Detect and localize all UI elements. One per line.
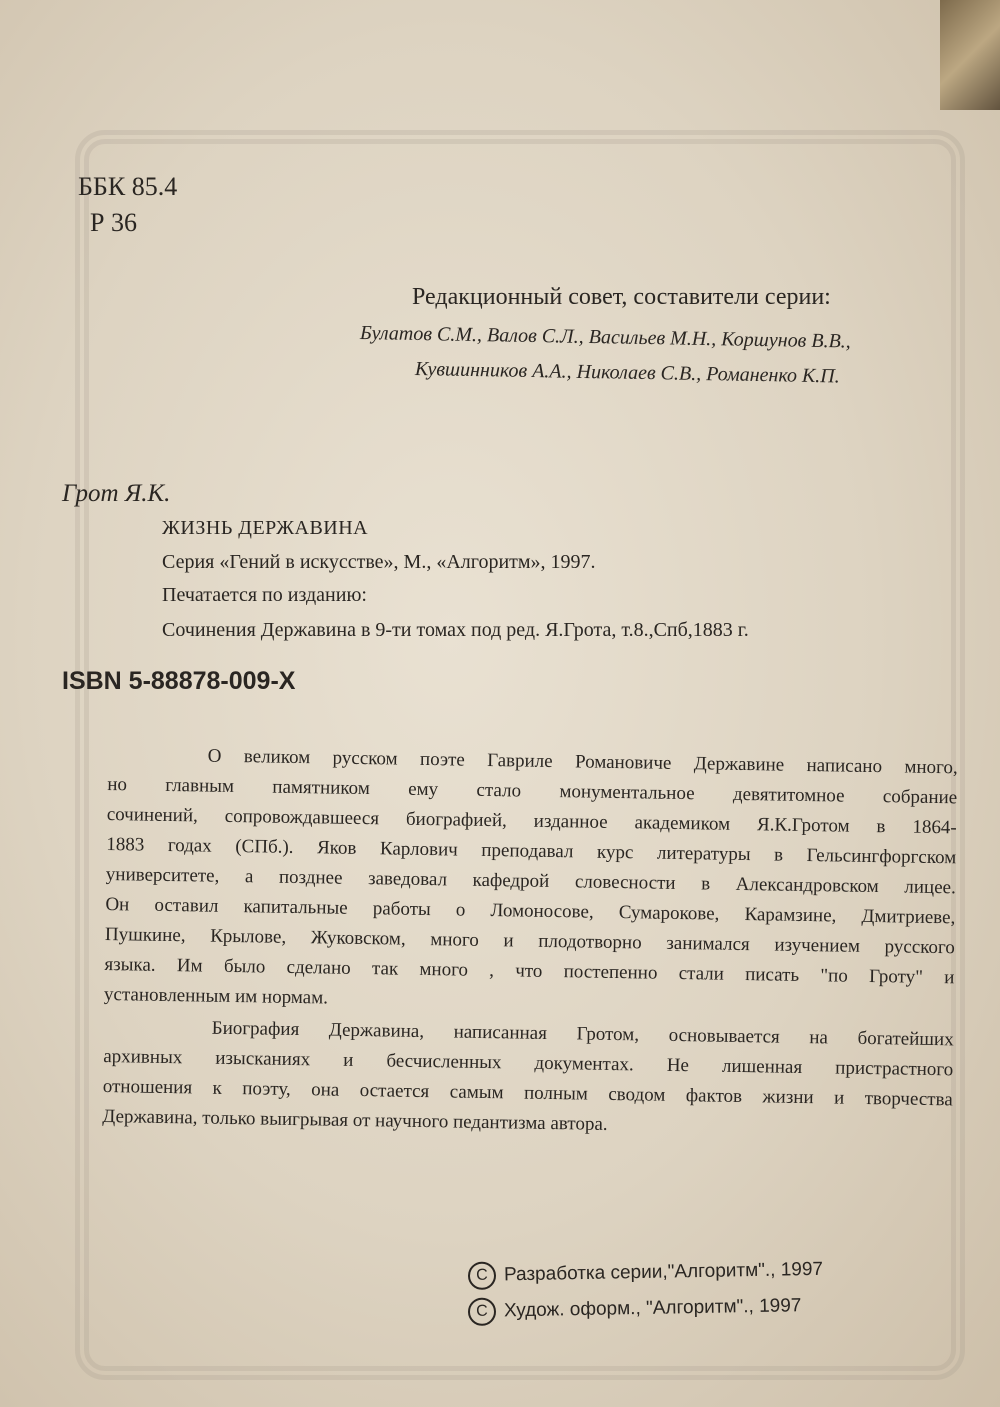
isbn-number: ISBN 5-88878-009-X <box>62 667 296 695</box>
annotation-line: языка. Им было сделано так много , что постепенно стали писать "по Гроту" и <box>104 953 955 989</box>
annotation-line: 1883 годах (СПб.). Яков Карлович преподавал курс литературы в Гельсингфоргском <box>106 833 957 869</box>
book-series: Серия «Гений в искусстве», М., «Алгоритм», 1997. <box>162 551 596 573</box>
editorial-council-title: Редакционный совет, составители серии: <box>412 284 831 310</box>
copyright-design-text: Худож. оформ., "Алгоритм"., 1997 <box>503 1295 802 1322</box>
copyright-icon: C <box>468 1262 496 1290</box>
annotation-line: архивных изысканиях и бесчисленных документах. Не лишенная пристрастного <box>103 1045 954 1081</box>
printed-from-label: Печатается по изданию: <box>162 584 367 606</box>
copyright-series-text: Разработка серии,"Алгоритм"., 1997 <box>503 1258 824 1286</box>
book-author: Грот Я.К. <box>62 480 171 507</box>
book-title: ЖИЗНЬ ДЕРЖАВИНА <box>162 517 369 539</box>
editorial-council-names-2: Кувшинников А.А., Николаев С.В., Романенко К.П. <box>414 358 840 388</box>
annotation-line: Пушкине, Крылове, Жуковском, много и плодотворно занимался изучением русского <box>104 923 956 959</box>
editorial-council-names-1: Булатов С.М., Валов С.Л., Васильев М.Н., Коршунов В.В., <box>359 322 851 353</box>
bbk-code: ББК 85.4 <box>78 172 178 201</box>
annotation-line: отношения к поэту, она остается самым полным сводом фактов жизни и творчества <box>102 1075 953 1111</box>
annotation-line: О великом русском поэте Гавриле Романовиче Державине написано много, <box>207 745 958 779</box>
annotation-line: но главным памятником ему стало монументальное девятитомное собрание <box>107 773 958 809</box>
copyright-icon: C <box>468 1298 496 1326</box>
annotation-paragraph-1 <box>104 740 958 1023</box>
annotation-line: установленным им нормам. <box>103 983 329 1009</box>
copyright-design <box>468 1292 802 1326</box>
author-code: Р 36 <box>90 208 137 237</box>
annotation-line: сочинений, сопровождавшееся биографией, изданное академиком Я.К.Гротом в 1864- <box>106 803 957 839</box>
annotation-line: университете, а позднее заведовал кафедрой словесности в Александровском лицее. <box>105 863 956 899</box>
background-fabric <box>940 0 1000 110</box>
annotation-line: Биография Державина, написанная Гротом, основывается на богатейших <box>211 1017 954 1051</box>
annotation-line: Державина, только выигрывая от научного педантизма автора. <box>102 1105 608 1135</box>
source-edition: Сочинения Державина в 9-ти томах под ред. Я.Грота, т.8.,Спб,1883 г. <box>162 619 749 641</box>
annotation-paragraph-2 <box>102 1012 954 1145</box>
annotation-line: Он оставил капитальные работы о Ломоносове, Сумарокове, Карамзине, Дмитриеве, <box>105 893 956 929</box>
